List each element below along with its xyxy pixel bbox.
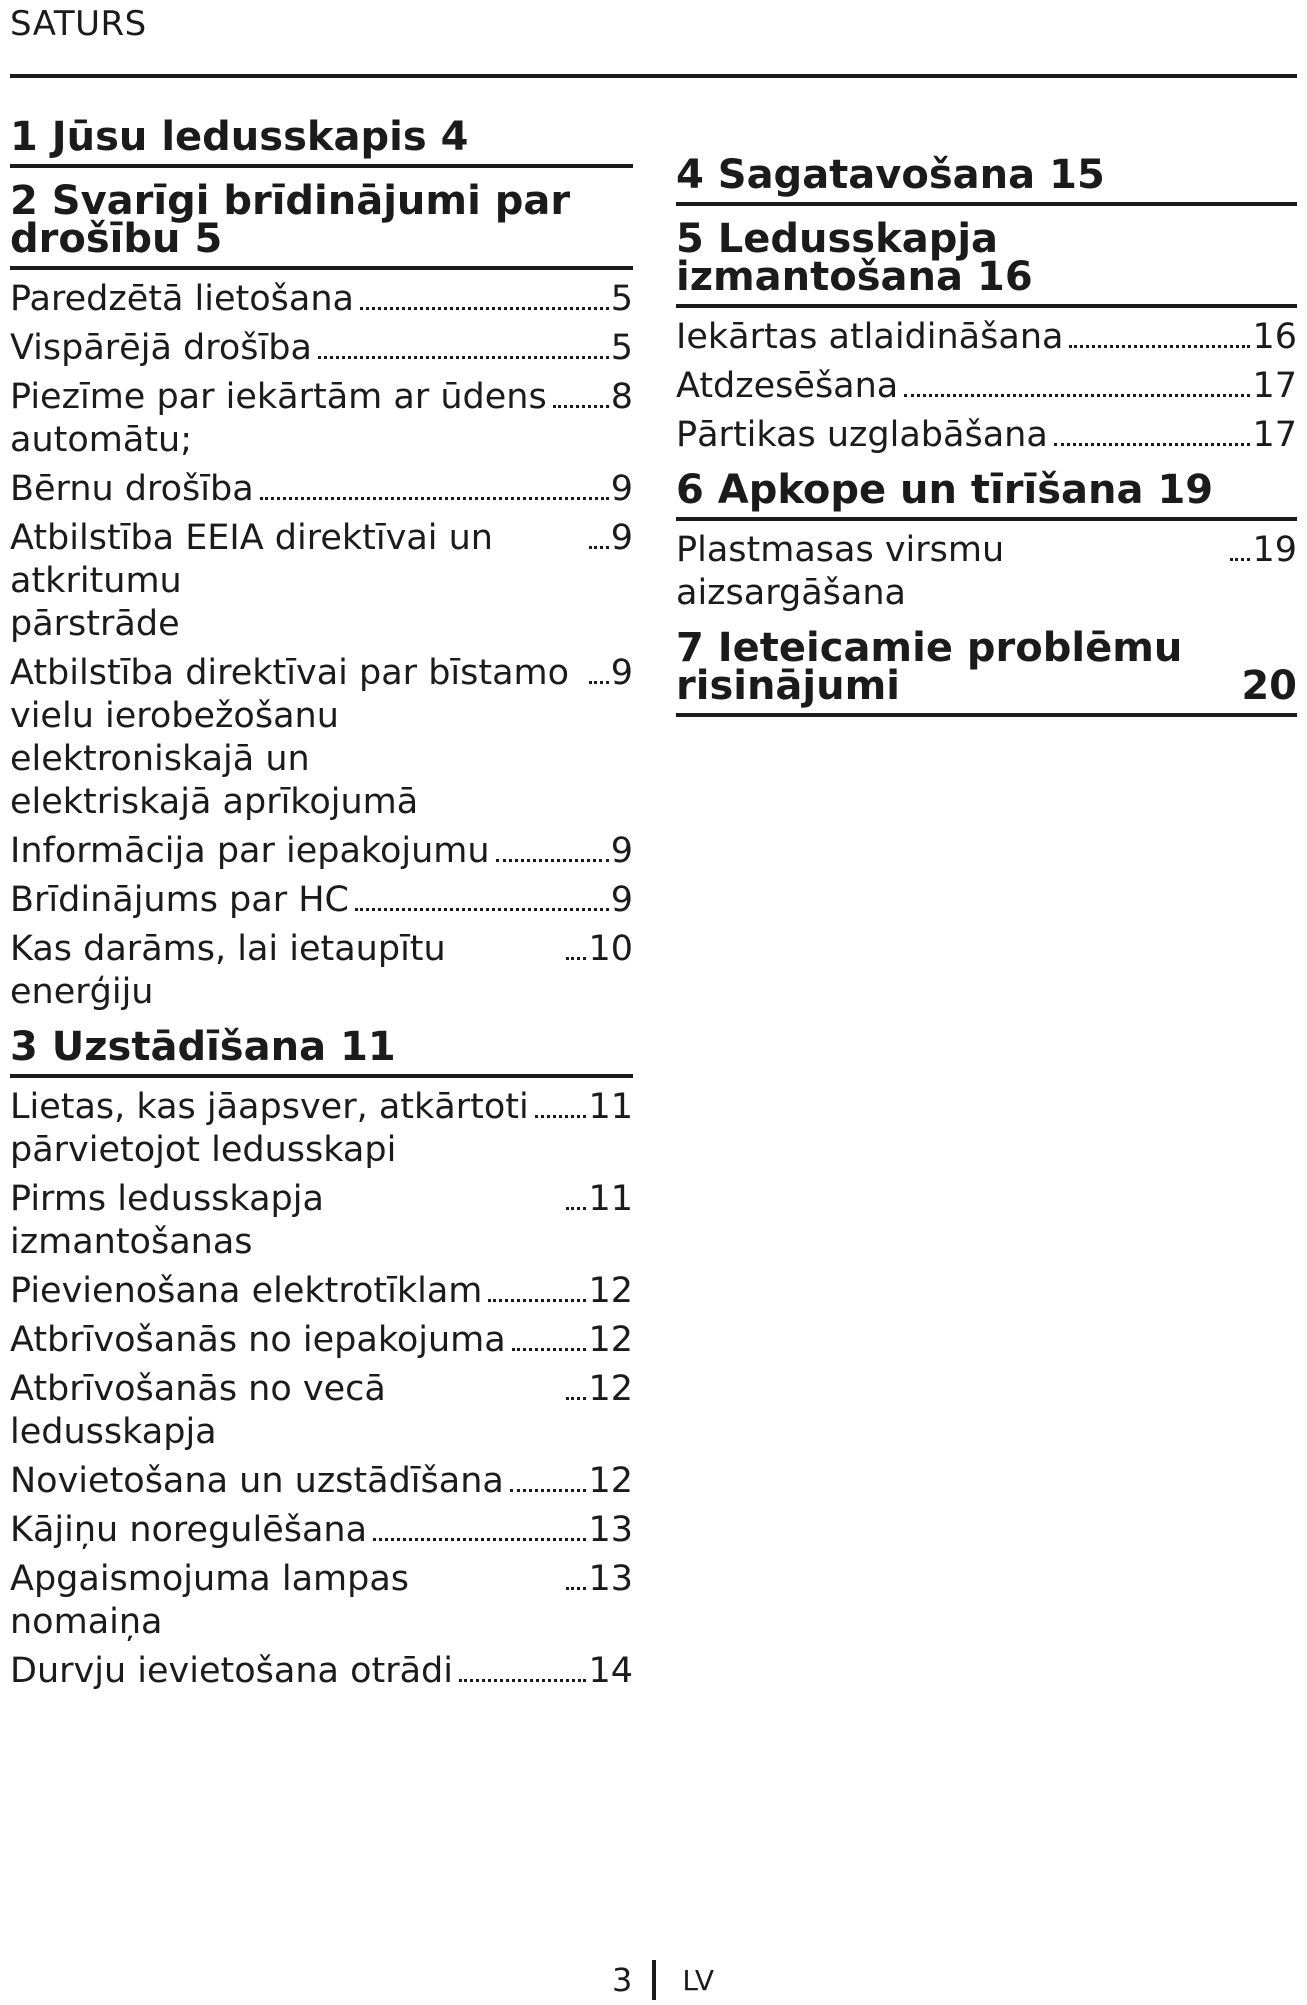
toc-entry-title (10, 1509, 367, 1552)
dot-leader (566, 1587, 586, 1590)
section-heading-text (10, 114, 469, 160)
toc-left-column (10, 114, 633, 1707)
toc-entry-title (676, 316, 1063, 359)
section-page: 11 (340, 1024, 396, 1070)
toc-entry[interactable] (10, 468, 633, 511)
section-title: 4 Sagatavošana (676, 152, 1036, 198)
toc-entry-line: Pirms ledusskapja izmantošanas (10, 1179, 324, 1262)
footer-language: LV (682, 1963, 715, 1997)
footer-page-number: 3 (612, 1961, 633, 1999)
dot-leader (566, 957, 586, 960)
toc-entry-line: Pārtikas uzglabāšana (676, 415, 1048, 455)
section-heading-text (10, 1024, 396, 1070)
toc-entry[interactable] (10, 376, 633, 462)
toc-entry-line: Atbilstība direktīvai par bīstamo (10, 653, 570, 693)
toc-entry[interactable] (10, 1650, 633, 1693)
toc-entry-page: 14 (588, 1651, 633, 1691)
toc-entry-line: Iekārtas atlaidināšana (676, 317, 1064, 357)
toc-entry-line: Kājiņu noregulēšana (10, 1510, 368, 1550)
section-heading[interactable] (676, 625, 1297, 717)
toc-entry[interactable] (10, 517, 633, 646)
section-title: 6 Apkope un tīrīšana (676, 467, 1144, 513)
section-heading-text (676, 152, 1105, 198)
section-heading[interactable] (676, 152, 1297, 206)
section-heading[interactable] (10, 1024, 633, 1078)
toc-entry-title (10, 468, 254, 511)
toc-section-s6 (676, 467, 1297, 615)
toc-entry[interactable] (676, 316, 1297, 359)
toc-entry-title (676, 365, 898, 408)
section-title-line: risinājumi (676, 663, 901, 709)
dot-leader (535, 1115, 587, 1118)
section-title: 1 Jūsu ledusskapis (10, 114, 427, 160)
toc-entry-line: Plastmasas virsmu aizsargāšana (676, 530, 1005, 613)
header-rule (10, 74, 1297, 78)
toc-entry-page: 12 (588, 1320, 633, 1360)
toc-entry-title (10, 376, 547, 462)
dot-leader (553, 405, 609, 408)
toc-entry-list (676, 316, 1297, 457)
toc-entry-title (10, 928, 560, 1014)
section-heading-text (676, 216, 1033, 300)
page-header-title: SATURS (10, 4, 147, 44)
dot-leader (488, 1299, 586, 1302)
toc-right-column (676, 152, 1297, 731)
toc-entry[interactable] (10, 928, 633, 1014)
footer-divider (652, 1960, 656, 2000)
dot-leader (1230, 558, 1250, 561)
section-page: 16 (977, 254, 1033, 300)
section-page: 15 (1049, 152, 1105, 198)
toc-entry-title (10, 830, 490, 873)
dot-leader (566, 1397, 586, 1400)
toc-entry-page: 12 (588, 1461, 633, 1501)
toc-entry-title (10, 1086, 529, 1172)
section-heading[interactable] (676, 216, 1297, 308)
toc-entry-page: 11 (588, 1087, 633, 1127)
toc-section-s5 (676, 216, 1297, 457)
toc-section-s4 (676, 152, 1297, 206)
section-heading[interactable] (676, 467, 1297, 521)
toc-entry-title (10, 1178, 560, 1264)
dot-leader (904, 394, 1250, 397)
toc-entry-page: 13 (588, 1510, 633, 1550)
toc-entry-page: 17 (1252, 366, 1297, 406)
toc-entry-list (10, 1086, 633, 1693)
section-heading-text (676, 625, 1183, 709)
toc-entry-page: 9 (610, 880, 633, 920)
toc-entry-page: 5 (610, 279, 633, 319)
section-page: 5 (194, 216, 223, 262)
toc-entry[interactable] (10, 1460, 633, 1503)
toc-entry[interactable] (10, 1319, 633, 1362)
dot-leader (510, 1489, 587, 1492)
dot-leader (589, 546, 609, 549)
dot-leader (260, 497, 609, 500)
toc-entry-line: pārstrāde (10, 604, 180, 644)
toc-entry-page: 17 (1252, 415, 1297, 455)
toc-entry-line: Atdzesēšana (676, 366, 899, 406)
dot-leader (1069, 345, 1250, 348)
toc-entry-title (10, 1650, 453, 1693)
toc-entry-line: Pievienošana elektrotīklam (10, 1271, 483, 1311)
section-page: 20 (1241, 663, 1297, 709)
toc-entry-page: 11 (588, 1179, 633, 1219)
toc-entry[interactable] (10, 1178, 633, 1264)
toc-entry[interactable] (10, 1558, 633, 1644)
toc-entry-title (10, 517, 583, 646)
toc-entry[interactable] (10, 830, 633, 873)
toc-entry-page: 9 (610, 469, 633, 509)
section-heading-text (10, 178, 571, 262)
section-page: 4 (440, 114, 469, 160)
toc-entry[interactable] (10, 652, 633, 824)
toc-entry-page: 9 (610, 518, 633, 558)
toc-entry-line: Bērnu drošība (10, 469, 254, 509)
toc-entry[interactable] (10, 327, 633, 370)
toc-entry-page: 12 (588, 1369, 633, 1409)
section-title-line: 2 Svarīgi brīdinājumi par (10, 178, 571, 224)
dot-leader (589, 681, 609, 684)
toc-entry-line: Atbrīvošanās no vecā ledusskapja (10, 1369, 386, 1452)
toc-section-s2 (10, 178, 633, 1014)
toc-entry-title (10, 1319, 506, 1362)
toc-entry-page: 9 (610, 653, 633, 693)
toc-entry-page: 10 (588, 929, 633, 969)
toc-entry-title (676, 529, 1224, 615)
toc-section-s3 (10, 1024, 633, 1693)
toc-entry-line: vielu ierobežošanu elektroniskajā un (10, 696, 339, 779)
toc-entry-line: pārvietojot ledusskapi (10, 1130, 397, 1170)
section-heading[interactable] (10, 178, 633, 270)
toc-entry-page: 13 (588, 1559, 633, 1599)
toc-entry-title (10, 1270, 482, 1313)
toc-entry[interactable] (10, 1509, 633, 1552)
toc-entry-line: automātu; (10, 420, 193, 460)
toc-entry-page: 5 (610, 328, 633, 368)
toc-entry-title (10, 327, 312, 370)
dot-leader (373, 1538, 586, 1541)
dot-leader (355, 908, 609, 911)
toc-section-s1 (10, 114, 633, 168)
section-title: 3 Uzstādīšana (10, 1024, 327, 1070)
dot-leader (1054, 443, 1251, 446)
section-title-line: izmantošana (676, 254, 964, 300)
section-heading[interactable] (10, 114, 633, 168)
toc-entry-line: Piezīme par iekārtām ar ūdens (10, 377, 547, 417)
toc-entry-title (10, 652, 583, 824)
toc-entry-line: Atbilstība EEIA direktīvai un atkritumu (10, 518, 493, 601)
toc-entry[interactable] (10, 879, 633, 922)
toc-entry-line: Kas darāms, lai ietaupītu enerģiju (10, 929, 446, 1012)
toc-entry[interactable] (10, 278, 633, 321)
toc-entry-page: 16 (1252, 317, 1297, 357)
toc-entry-page: 12 (588, 1271, 633, 1311)
toc-entry-title (10, 278, 354, 321)
toc-section-s7 (676, 625, 1297, 717)
toc-entry-page: 19 (1252, 530, 1297, 570)
toc-entry[interactable] (676, 529, 1297, 615)
dot-leader (318, 356, 609, 359)
toc-entry[interactable] (10, 1086, 633, 1172)
section-title-line: 7 Ieteicamie problēmu (676, 625, 1183, 671)
toc-entry-list (10, 278, 633, 1014)
toc-entry-title (676, 414, 1048, 457)
page-footer (612, 1960, 714, 2000)
dot-leader (459, 1679, 586, 1682)
toc-entry-line: elektriskajā aprīkojumā (10, 782, 419, 822)
toc-entry-line: Apgaismojuma lampas nomaiņa (10, 1559, 410, 1642)
toc-entry-line: Lietas, kas jāapsver, atkārtoti (10, 1087, 529, 1127)
toc-entry[interactable] (676, 414, 1297, 457)
toc-entry-title (10, 879, 349, 922)
toc-entry-title (10, 1460, 504, 1503)
toc-entry-line: Durvju ievietošana otrādi (10, 1651, 453, 1691)
toc-entry-page: 8 (610, 377, 633, 417)
toc-entry-line: Atbrīvošanās no iepakojuma (10, 1320, 506, 1360)
toc-entry-line: Paredzētā lietošana (10, 279, 354, 319)
toc-entry-line: Novietošana un uzstādīšana (10, 1461, 504, 1501)
section-title-line: 5 Ledusskapja (676, 216, 999, 262)
section-title-line: drošību (10, 216, 181, 262)
dot-leader (360, 307, 609, 310)
toc-entry-line: Vispārējā drošība (10, 328, 312, 368)
toc-entry-title (10, 1368, 560, 1454)
toc-entry-title (10, 1558, 560, 1644)
dot-leader (512, 1348, 587, 1351)
dot-leader (496, 859, 609, 862)
section-heading-text (676, 467, 1214, 513)
toc-entry[interactable] (10, 1368, 633, 1454)
toc-entry-list (676, 529, 1297, 615)
toc-entry[interactable] (676, 365, 1297, 408)
toc-entry-line: Brīdinājums par HC (10, 880, 349, 920)
section-page: 19 (1157, 467, 1214, 513)
toc-entry[interactable] (10, 1270, 633, 1313)
toc-entry-page: 9 (610, 831, 633, 871)
dot-leader (566, 1207, 586, 1210)
toc-entry-line: Informācija par iepakojumu (10, 831, 490, 871)
